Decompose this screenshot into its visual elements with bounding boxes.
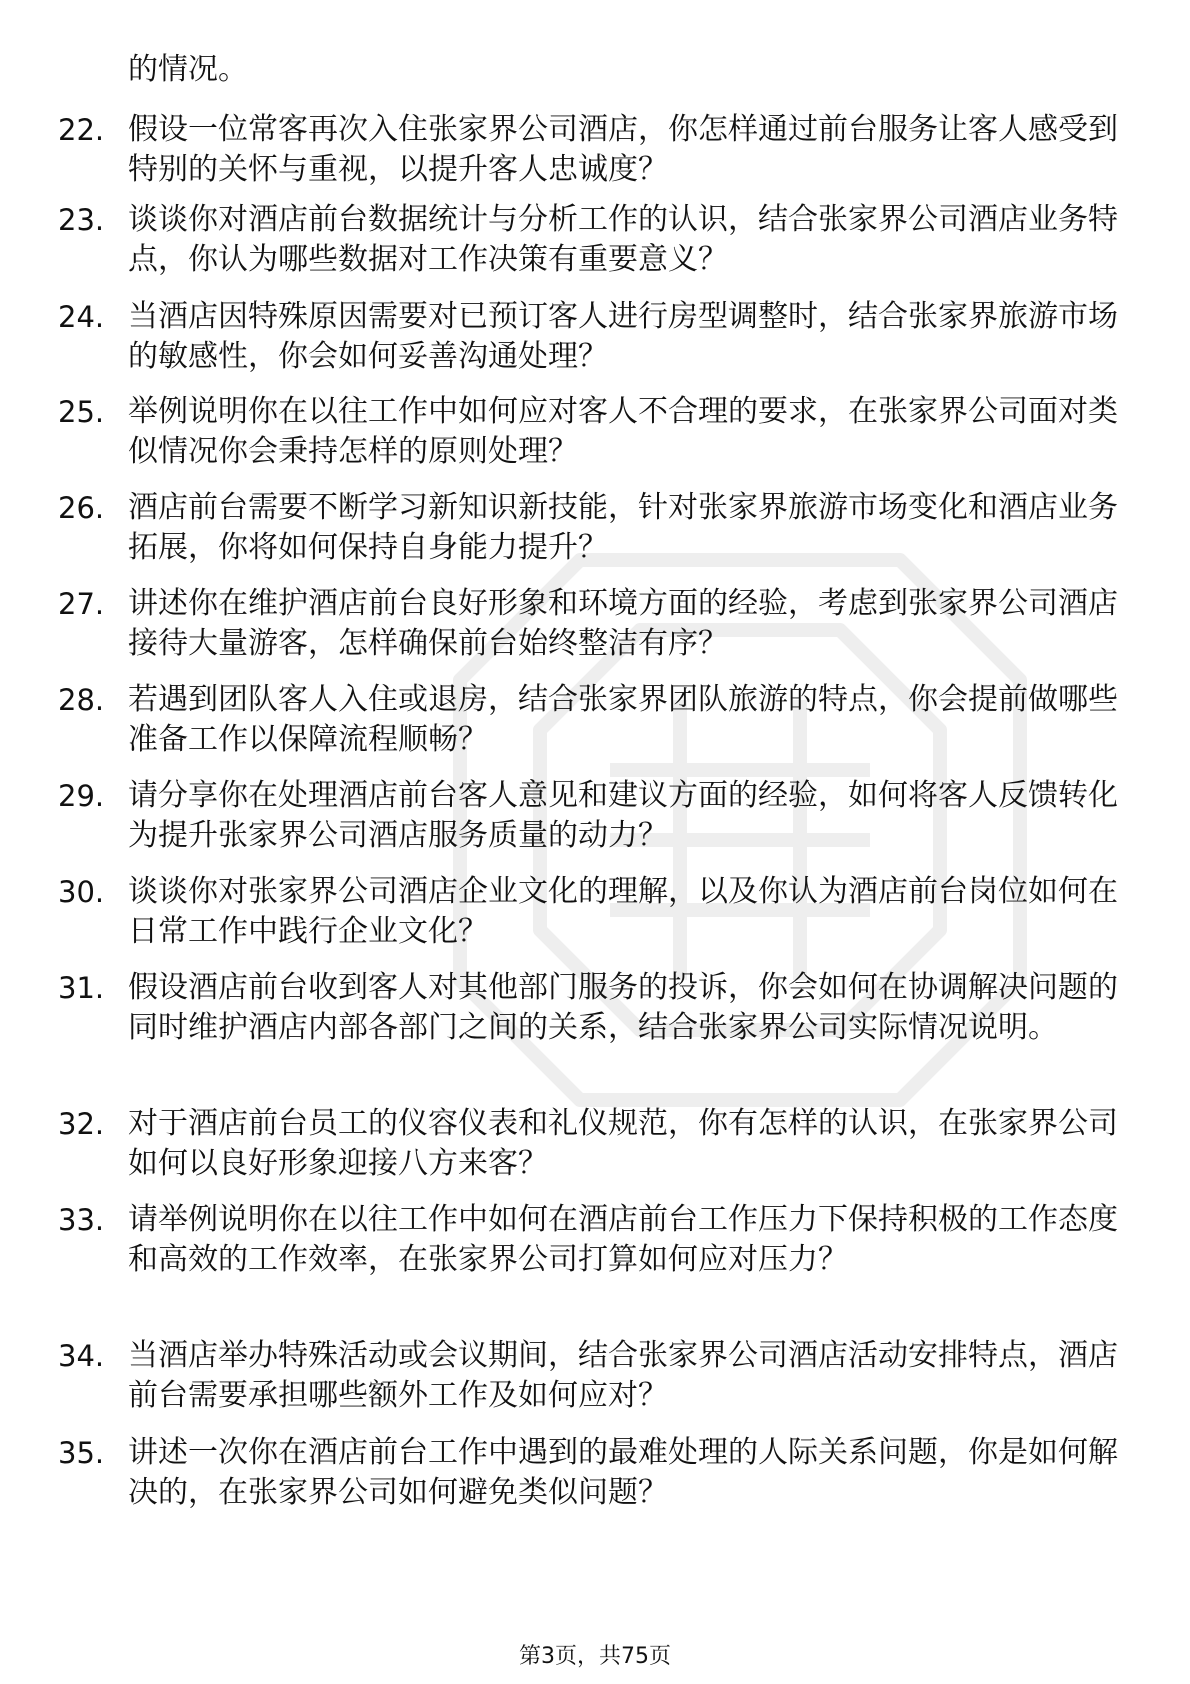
item-text: 当酒店举办特殊活动或会议期间，结合张家界公司酒店活动安排特点，酒店前台需要承担哪些额外工作及如何应对？ xyxy=(128,1338,1118,1413)
item-number: 25. xyxy=(58,395,105,429)
item-text: 假设酒店前台收到客人对其他部门服务的投诉，你会如何在协调解决问题的同时维护酒店内部各部门之间的关系，结合张家界公司实际情况说明。 xyxy=(128,970,1118,1045)
item-number: 32. xyxy=(58,1107,105,1141)
item-number: 29. xyxy=(58,779,105,813)
page-footer: 第3页，共75页 xyxy=(519,1644,671,1669)
item-text: 酒店前台需要不断学习新知识新技能，针对张家界旅游市场变化和酒店业务拓展，你将如何保持自身能力提升？ xyxy=(128,490,1118,565)
item-text: 假设一位常客再次入住张家界公司酒店，你怎样通过前台服务让客人感受到特别的关怀与重视，以提升客人忠诚度？ xyxy=(128,112,1118,187)
item-text: 举例说明你在以往工作中如何应对客人不合理的要求，在张家界公司面对类似情况你会秉持怎样的原则处理？ xyxy=(128,394,1118,469)
item-number: 31. xyxy=(58,971,105,1005)
item-number: 24. xyxy=(58,300,105,334)
item-text: 讲述一次你在酒店前台工作中遇到的最难处理的人际关系问题，你是如何解决的，在张家界公司如何避免类似问题？ xyxy=(128,1435,1118,1510)
item-number: 26. xyxy=(58,491,105,525)
item-number: 35. xyxy=(58,1436,105,1470)
item-number: 22. xyxy=(58,113,105,147)
item-number: 23. xyxy=(58,203,105,237)
item-text: 讲述你在维护酒店前台良好形象和环境方面的经验，考虑到张家界公司酒店接待大量游客，怎样确保前台始终整洁有序？ xyxy=(128,586,1118,661)
item-number: 27. xyxy=(58,587,105,621)
item-text: 谈谈你对张家界公司酒店企业文化的理解，以及你认为酒店前台岗位如何在日常工作中践行企业文化？ xyxy=(128,874,1118,949)
item-number: 28. xyxy=(58,683,105,717)
item-text: 若遇到团队客人入住或退房，结合张家界团队旅游的特点，你会提前做哪些准备工作以保障流程顺畅？ xyxy=(128,682,1118,757)
item-text: 谈谈你对酒店前台数据统计与分析工作的认识，结合张家界公司酒店业务特点，你认为哪些数据对工作决策有重要意义？ xyxy=(128,202,1118,277)
item-text: 当酒店因特殊原因需要对已预订客人进行房型调整时，结合张家界旅游市场的敏感性，你会如何妥善沟通处理？ xyxy=(128,299,1118,374)
item-number: 34. xyxy=(58,1339,105,1373)
continuation-text: 的情况。 xyxy=(128,52,248,87)
item-text: 对于酒店前台员工的仪容仪表和礼仪规范，你有怎样的认识，在张家界公司如何以良好形象迎接八方来客？ xyxy=(128,1106,1118,1181)
item-text: 请分享你在处理酒店前台客人意见和建议方面的经验，如何将客人反馈转化为提升张家界公司酒店服务质量的动力？ xyxy=(128,778,1118,853)
item-number: 33. xyxy=(58,1203,105,1237)
item-number: 30. xyxy=(58,875,105,909)
item-text: 请举例说明你在以往工作中如何在酒店前台工作压力下保持积极的工作态度和高效的工作效率，在张家界公司打算如何应对压力？ xyxy=(128,1202,1118,1277)
